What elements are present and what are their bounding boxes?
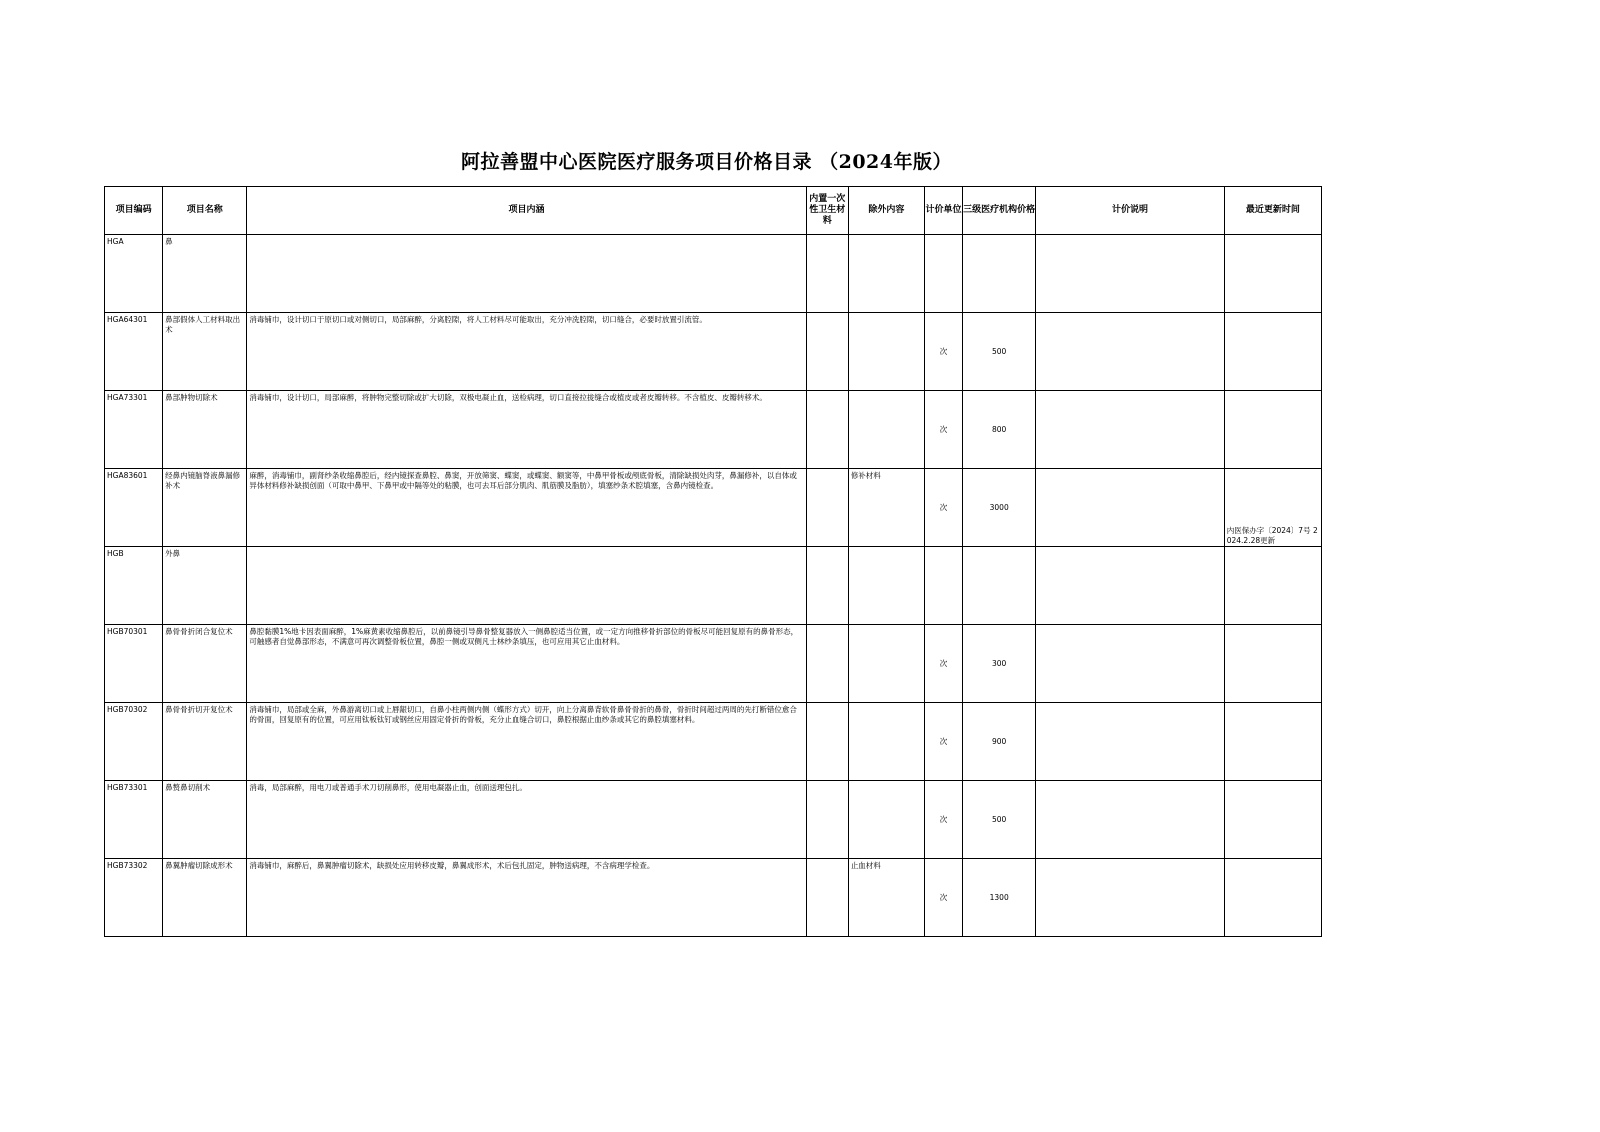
cell-consumables — [806, 469, 848, 547]
cell-updated — [1224, 547, 1321, 625]
cell-unit: 次 — [925, 625, 963, 703]
cell-notes — [1036, 859, 1224, 937]
cell-content: 消毒铺巾，设计切口，局部麻醉，将肿物完整切除或扩大切除，双极电凝止血，送检病理，切口直接拉拢缝合或植皮或者皮瓣转移。不含植皮、皮瓣转移术。 — [247, 391, 806, 469]
cell-notes — [1036, 235, 1224, 313]
cell-content: 麻醉，消毒铺巾，副肾纱条收缩鼻腔后，经内镜探查鼻腔、鼻窦，开放筛窦、蝶窦，或蝶窦、额窦等，中鼻甲骨板或颅底骨板，清除缺损处肉芽，鼻漏修补，以自体或异体材料修补缺损创面（可取中鼻甲、下鼻甲或中隔等处的粘膜，也可去耳后部分肌肉、肌筋膜及脂肪），填塞纱条术腔填塞，含鼻内镜检查。 — [247, 469, 806, 547]
cell-unit — [925, 547, 963, 625]
cell-name: 外鼻 — [163, 547, 247, 625]
cell-excluded: 止血材料 — [848, 859, 924, 937]
cell-content: 消毒铺巾，麻醉后，鼻翼肿瘤切除术，缺损处应用转移皮瓣，鼻翼成形术，术后包扎固定，肿物送病理，不含病理学检查。 — [247, 859, 806, 937]
cell-content — [247, 235, 806, 313]
cell-price: 1300 — [963, 859, 1036, 937]
header-name: 项目名称 — [163, 187, 247, 235]
cell-updated — [1224, 469, 1321, 547]
cell-consumables — [806, 781, 848, 859]
cell-consumables — [806, 625, 848, 703]
header-code: 项目编码 — [105, 187, 163, 235]
header-unit: 计价单位 — [925, 187, 963, 235]
cell-updated — [1224, 391, 1321, 469]
cell-excluded — [848, 781, 924, 859]
cell-price — [963, 235, 1036, 313]
table-row — [105, 313, 1322, 391]
cell-updated — [1224, 859, 1321, 937]
table-row — [105, 703, 1322, 781]
cell-consumables — [806, 547, 848, 625]
header-content: 项目内涵 — [247, 187, 806, 235]
update-note: 内医保办字〔2024〕7号 2024.2.28更新 — [1226, 526, 1318, 545]
cell-excluded — [848, 703, 924, 781]
price-table — [104, 186, 1322, 937]
cell-name: 鼻部假体人工材料取出术 — [163, 313, 247, 391]
cell-unit: 次 — [925, 703, 963, 781]
cell-notes — [1036, 781, 1224, 859]
cell-name: 鼻 — [163, 235, 247, 313]
cell-name: 鼻部肿物切除术 — [163, 391, 247, 469]
header-notes: 计价说明 — [1036, 187, 1224, 235]
cell-consumables — [806, 859, 848, 937]
cell-name: 鼻赘鼻切削术 — [163, 781, 247, 859]
cell-name: 鼻翼肿瘤切除成形术 — [163, 859, 247, 937]
cell-code: HGB73302 — [105, 859, 163, 937]
table-row — [105, 781, 1322, 859]
cell-code: HGB — [105, 547, 163, 625]
header-excluded: 除外内容 — [848, 187, 924, 235]
cell-code: HGB70302 — [105, 703, 163, 781]
header-price: 三级医疗机构价格 — [963, 187, 1036, 235]
table-row — [105, 547, 1322, 625]
cell-notes — [1036, 703, 1224, 781]
cell-notes — [1036, 547, 1224, 625]
cell-excluded — [848, 547, 924, 625]
cell-price: 500 — [963, 313, 1036, 391]
cell-consumables — [806, 703, 848, 781]
cell-price: 3000 — [963, 469, 1036, 547]
header-consumables: 内置一次性卫生材料 — [806, 187, 848, 235]
cell-excluded — [848, 235, 924, 313]
cell-consumables — [806, 235, 848, 313]
cell-code: HGA73301 — [105, 391, 163, 469]
cell-content: 消毒铺巾，设计切口于原切口或对侧切口，局部麻醉，分离腔隙，将人工材料尽可能取出，充分冲洗腔隙，切口缝合，必要时放置引流管。 — [247, 313, 806, 391]
cell-content: 消毒，局部麻醉，用电刀或普通手术刀切削鼻形，使用电凝器止血，创面送理包扎。 — [247, 781, 806, 859]
cell-unit: 次 — [925, 781, 963, 859]
cell-content — [247, 547, 806, 625]
cell-consumables — [806, 391, 848, 469]
cell-price: 300 — [963, 625, 1036, 703]
cell-excluded — [848, 391, 924, 469]
cell-code: HGB73301 — [105, 781, 163, 859]
cell-name: 鼻骨骨折切开复位术 — [163, 703, 247, 781]
cell-unit: 次 — [925, 313, 963, 391]
cell-notes — [1036, 313, 1224, 391]
cell-name: 经鼻内镜脑脊液鼻漏修补术 — [163, 469, 247, 547]
cell-excluded — [848, 625, 924, 703]
cell-content: 鼻腔黏膜1%地卡因表面麻醉，1%麻黄素收缩鼻腔后，以前鼻镜引导鼻骨整复器放入一侧鼻腔适当位置，或一定方向推移骨折部位的骨板尽可能回复原有的鼻骨形态，可触感者自觉鼻部形态，不满意可再次调整骨板位置，鼻腔一侧或双侧凡士林纱条填压，也可应用其它止血材料。 — [247, 625, 806, 703]
document-title: 阿拉善盟中心医院医疗服务项目价格目录 （2024年版） — [461, 151, 952, 173]
cell-updated — [1224, 313, 1321, 391]
cell-code: HGA83601 — [105, 469, 163, 547]
cell-excluded: 修补材料 — [848, 469, 924, 547]
cell-unit: 次 — [925, 391, 963, 469]
header-updated: 最近更新时间 — [1224, 187, 1321, 235]
table-header-row — [105, 187, 1322, 235]
table-row — [105, 859, 1322, 937]
cell-price: 800 — [963, 391, 1036, 469]
table-row — [105, 469, 1322, 547]
cell-updated — [1224, 625, 1321, 703]
cell-unit — [925, 235, 963, 313]
cell-name: 鼻骨骨折闭合复位术 — [163, 625, 247, 703]
cell-notes — [1036, 625, 1224, 703]
cell-excluded — [848, 313, 924, 391]
cell-code: HGB70301 — [105, 625, 163, 703]
table-row — [105, 391, 1322, 469]
table-row — [105, 235, 1322, 313]
cell-consumables — [806, 313, 848, 391]
cell-updated — [1224, 781, 1321, 859]
cell-price — [963, 547, 1036, 625]
cell-unit: 次 — [925, 859, 963, 937]
cell-code: HGA — [105, 235, 163, 313]
cell-code: HGA64301 — [105, 313, 163, 391]
cell-content: 消毒铺巾，局部或全麻，外鼻游离切口或上唇龈切口，自鼻小柱两侧内侧（蝶形方式）切开，向上分离鼻背软骨鼻骨骨折的鼻骨，骨折时间超过两周的先打断错位愈合的骨面，回复原有的位置，可应用钛板钛钉或钢丝应用固定骨折的骨板，充分止血缝合切口，鼻腔根据止血纱条或其它的鼻腔填塞材料。 — [247, 703, 806, 781]
cell-notes — [1036, 469, 1224, 547]
cell-notes — [1036, 391, 1224, 469]
cell-updated — [1224, 703, 1321, 781]
cell-price: 900 — [963, 703, 1036, 781]
cell-updated — [1224, 235, 1321, 313]
table-row — [105, 625, 1322, 703]
cell-unit: 次 — [925, 469, 963, 547]
cell-price: 500 — [963, 781, 1036, 859]
